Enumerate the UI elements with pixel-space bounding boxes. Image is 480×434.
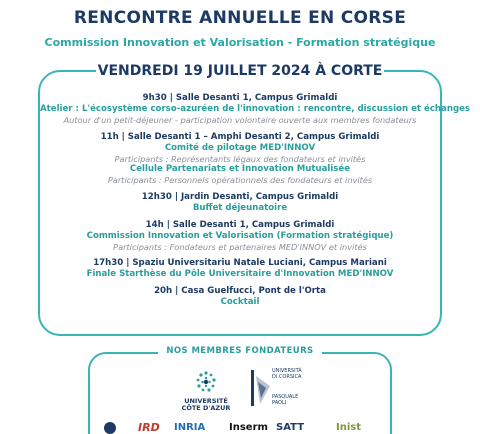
session-participants-secondary: Participants : Personnels opérationnels des fondateurs et invités (107, 175, 373, 185)
event-date: VENDREDI 19 JUILLET 2024 À CORTE (97, 63, 383, 79)
session-1400 (40, 220, 440, 253)
session-participants: Participants : Représentants légaux des fondateurs et invités (114, 153, 366, 164)
inserm-logo: Inserm (229, 422, 268, 433)
session-1230 (40, 192, 440, 214)
corsica-line-2: DI CORSICA (272, 374, 302, 380)
corsica-line-1: UNIVERSITÀ (272, 368, 302, 374)
uca-line-2: CÔTE D'AZUR (181, 404, 231, 412)
universite-cote-azur-logo (176, 370, 236, 420)
session-2000 (40, 286, 440, 308)
page-subtitle: Commission Innovation et Valorisation - Formation stratégique (44, 36, 436, 49)
session-participants: Participants : Fondateurs et partenaires MED'INNOV et invités (113, 241, 367, 252)
program-list (40, 93, 471, 314)
session-time-place: 14h | Salle Desanti 1, Campus Grimaldi (145, 219, 335, 230)
uca-line-1: UNIVERSITÉ (184, 397, 228, 405)
session-1730 (40, 258, 440, 280)
inist-logo: Inist (336, 422, 361, 433)
session-time-place: 17h30 | Spaziu Universitariu Natale Luciani, Campus Mariani (93, 258, 387, 268)
session-1100 (40, 132, 440, 186)
corsica-line-4: PAOLI (272, 400, 287, 406)
session-time-place: 9h30 | Salle Desanti 1, Campus Grimaldi (142, 93, 338, 103)
session-participants: Autour d'un petit-déjeuner - participation volontaire ouverte aux membres fondateurs (63, 115, 417, 125)
session-title: Buffet déjeunatoire (192, 202, 288, 213)
corsica-crest-icon (250, 368, 272, 408)
members-heading: NOS MEMBRES FONDATEURS (158, 345, 322, 357)
page-title: RENCONTRE ANNUELLE EN CORSE (73, 8, 407, 28)
satt-logo: SATT (276, 422, 305, 433)
session-title: Comité de pilotage MED'INNOV (164, 142, 316, 153)
inria-logo: INRIA (174, 422, 206, 433)
session-title: Cocktail (220, 297, 260, 307)
partner-logos-row (0, 422, 480, 434)
corsica-text (272, 368, 312, 406)
session-title-secondary: Cellule Partenariats et Innovation Mutualisée (129, 164, 351, 174)
corsica-line-3: PASQUALE (272, 394, 299, 400)
session-time-place: 12h30 | Jardin Desanti, Campus Grimaldi (141, 191, 339, 202)
session-0930 (40, 93, 471, 126)
cnrs-logo (104, 422, 116, 434)
session-time-place: 11h | Salle Desanti 1 – Amphi Desanti 2, Campus Grimaldi (100, 131, 380, 142)
session-title: Commission Innovation et Valorisation (Formation stratégique) (86, 230, 394, 241)
session-title: Atelier : L'écosystème corso-azuréen de l'innovation : rencontre, discussion et échanges (40, 104, 471, 114)
ird-logo: IRD (138, 421, 160, 434)
session-title: Finale Starthèse du Pôle Universitaire d'Innovation MED'INNOV (86, 269, 394, 279)
universita-di-corsica-logo (250, 368, 310, 418)
uca-dots-icon (194, 370, 218, 394)
session-time-place: 20h | Casa Guelfucci, Pont de l'Orta (154, 286, 326, 296)
